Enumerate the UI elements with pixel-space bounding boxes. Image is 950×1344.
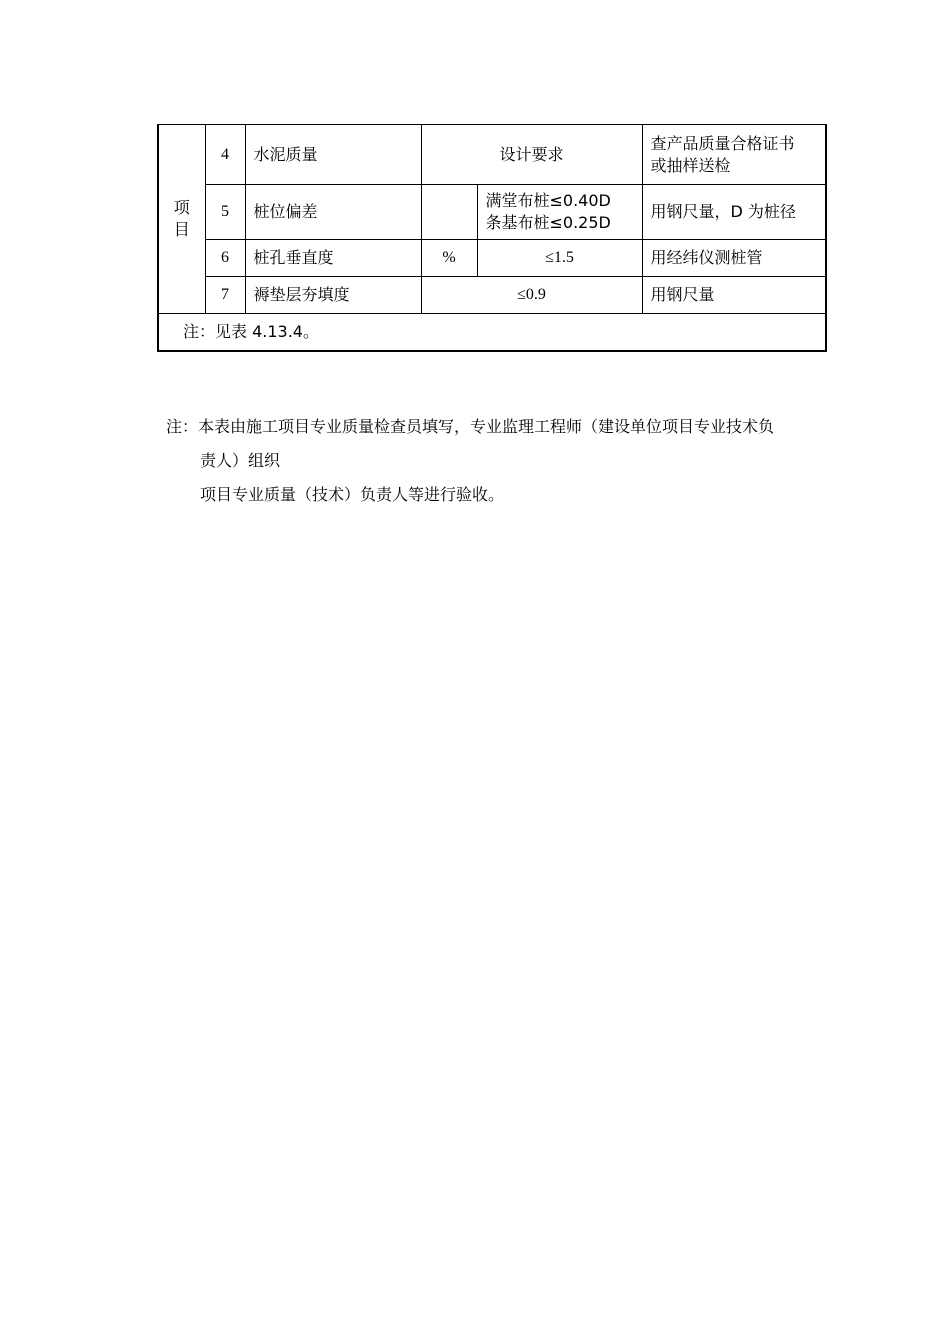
footnote-line: 注：本表由施工项目专业质量检查员填写，专业监理工程师（建设单位项目专业技术负 bbox=[166, 417, 775, 436]
table-row bbox=[158, 240, 826, 277]
method-line: 或抽样送检 bbox=[650, 155, 731, 175]
footnote-line: 责人）组织 bbox=[200, 451, 281, 470]
method-cell: 用钢尺量，D 为桩径 bbox=[642, 185, 826, 240]
method-cell: 用经纬仪测桩管 bbox=[642, 240, 826, 277]
group-label-char: 目 bbox=[173, 220, 190, 239]
inspection-table bbox=[157, 124, 827, 352]
item-name: 水泥质量 bbox=[245, 125, 421, 185]
row-number: 7 bbox=[205, 277, 245, 314]
item-name: 褥垫层夯填度 bbox=[245, 277, 421, 314]
table-note-row bbox=[158, 314, 826, 351]
item-name: 桩孔垂直度 bbox=[245, 240, 421, 277]
row-number: 6 bbox=[205, 240, 245, 277]
page-footnote bbox=[166, 410, 826, 512]
unit-cell: % bbox=[421, 240, 477, 277]
method-cell bbox=[642, 125, 826, 185]
group-label-cell bbox=[158, 125, 205, 314]
method-line: 查产品质量合格证书 bbox=[650, 133, 795, 153]
table-row bbox=[158, 277, 826, 314]
requirement-cell bbox=[477, 185, 642, 240]
requirement-cell: ≤1.5 bbox=[477, 240, 642, 277]
row-number: 5 bbox=[205, 185, 245, 240]
group-label-char: 项 bbox=[173, 198, 190, 217]
item-name: 桩位偏差 bbox=[245, 185, 421, 240]
requirement-cell: ≤0.9 bbox=[421, 277, 642, 314]
method-cell: 用钢尺量 bbox=[642, 277, 826, 314]
row-number: 4 bbox=[205, 125, 245, 185]
table-row bbox=[158, 185, 826, 240]
requirement-line: 条基布桩≤0.25D bbox=[485, 213, 611, 232]
unit-cell bbox=[421, 185, 477, 240]
table-row bbox=[158, 125, 826, 185]
footnote-line: 项目专业质量（技术）负责人等进行验收。 bbox=[200, 485, 505, 504]
requirement-line: 满堂布桩≤0.40D bbox=[485, 191, 611, 210]
table-note: 注：见表 4.13.4。 bbox=[158, 314, 826, 351]
requirement-cell: 设计要求 bbox=[421, 125, 642, 185]
